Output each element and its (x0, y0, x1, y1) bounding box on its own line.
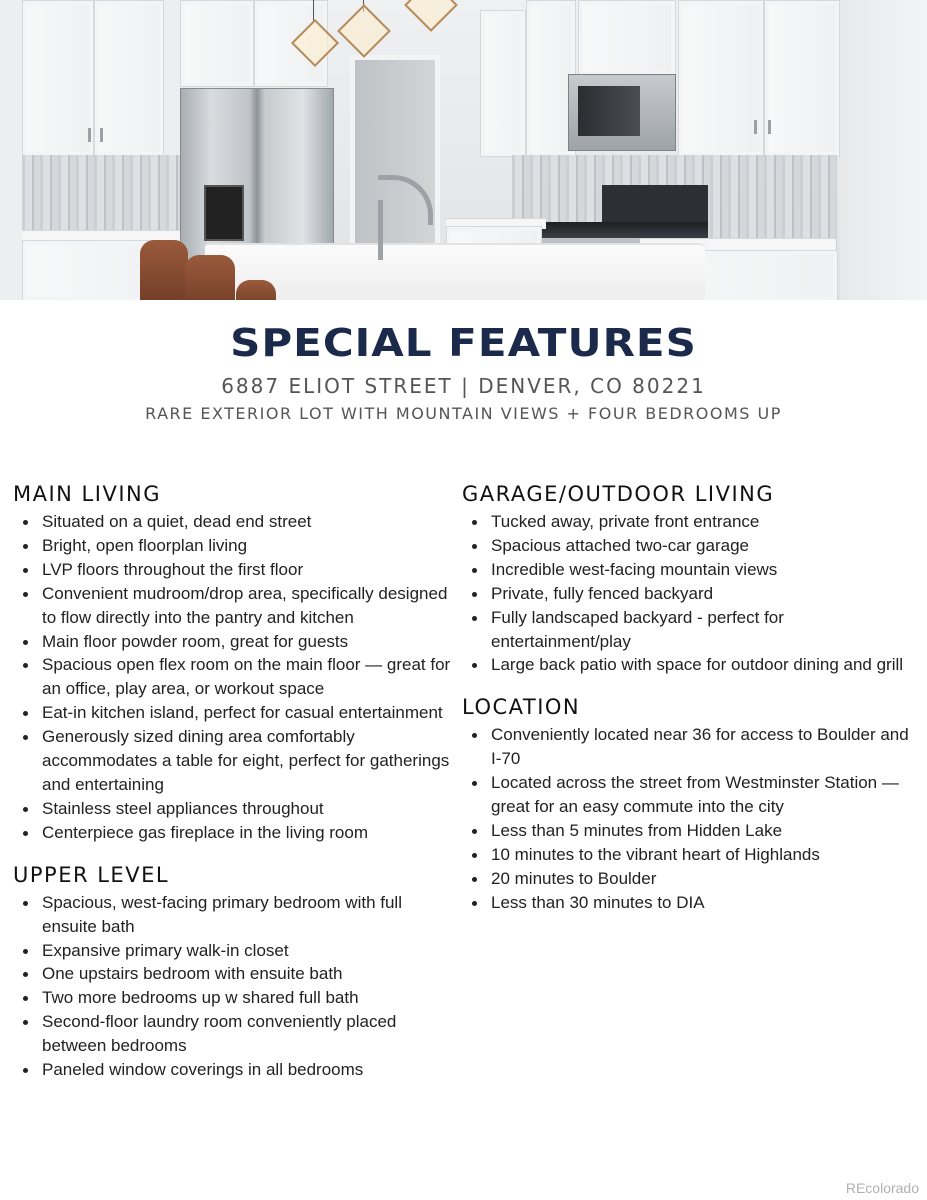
range-backguard (602, 185, 708, 225)
kitchen-island (205, 243, 705, 300)
faucet-stem (378, 200, 383, 260)
list-item: Less than 30 minutes to DIA (491, 891, 917, 915)
list-item: Large back patio with space for outdoor dining and grill (491, 653, 917, 677)
recolorado-watermark: REcolorado (845, 1180, 919, 1196)
range-cooktop (540, 222, 708, 238)
list-item: Centerpiece gas fireplace in the living room (42, 821, 453, 845)
list-item: Tucked away, private front entrance (491, 510, 917, 534)
list-item: LVP floors throughout the first floor (42, 558, 453, 582)
list-item: 20 minutes to Boulder (491, 867, 917, 891)
location-list (462, 723, 917, 914)
pantry-doorway (350, 55, 440, 255)
upper-cabinet (764, 0, 840, 157)
kitchen-photo (0, 0, 927, 300)
list-item: Generously sized dining area comfortably accommodates a table for eight, perfect for gatherings and entertaining (42, 725, 453, 797)
upper-cabinet (22, 0, 94, 157)
upper-cabinet (180, 0, 254, 87)
list-item: Situated on a quiet, dead end street (42, 510, 453, 534)
garage-outdoor-list (462, 510, 917, 677)
property-tagline: RARE EXTERIOR LOT WITH MOUNTAIN VIEWS + FOUR BEDROOMS UP (145, 404, 782, 423)
bar-stool (236, 280, 276, 300)
cabinet-handle (88, 128, 91, 142)
page-title: SPECIAL FEATURES (230, 319, 697, 366)
bar-stool (140, 240, 188, 300)
list-item: Fully landscaped backyard - perfect for entertainment/play (491, 606, 917, 654)
section-title-upper-level: UPPER LEVEL (13, 862, 170, 887)
list-item: Expansive primary walk-in closet (42, 939, 453, 963)
list-item: Two more bedrooms up w shared full bath (42, 986, 453, 1010)
pendant-lamp (404, 0, 458, 32)
list-item: Incredible west-facing mountain views (491, 558, 917, 582)
list-item: Bright, open floorplan living (42, 534, 453, 558)
backsplash (22, 155, 180, 230)
list-item: Private, fully fenced backyard (491, 582, 917, 606)
list-item: Conveniently located near 36 for access to Boulder and I-70 (491, 723, 917, 771)
upper-cabinet (578, 0, 676, 76)
water-dispenser (204, 185, 244, 241)
list-item: 10 minutes to the vibrant heart of Highlands (491, 843, 917, 867)
right-column (462, 480, 917, 931)
bar-stool (185, 255, 235, 300)
list-item: Main floor powder room, great for guests (42, 630, 453, 654)
pendant-lamp (337, 4, 391, 58)
section-title-location: LOCATION (462, 695, 581, 720)
left-column (13, 480, 453, 1098)
right-wall (840, 0, 927, 300)
list-item: Convenient mudroom/drop area, specifically designed to flow directly into the pantry and kitchen (42, 582, 453, 630)
upper-level-list (13, 891, 453, 1082)
microwave-window (578, 86, 640, 136)
cabinet-handle (100, 128, 103, 142)
upper-cabinet (678, 0, 764, 157)
main-living-list (13, 510, 453, 845)
list-item: Spacious open flex room on the main floor — great for an office, play area, or workout space (42, 653, 453, 701)
list-item: Stainless steel appliances throughout (42, 797, 453, 821)
list-item: Paneled window coverings in all bedrooms (42, 1058, 453, 1082)
property-address: 6887 ELIOT STREET | DENVER, CO 80221 (221, 374, 706, 398)
list-item: Less than 5 minutes from Hidden Lake (491, 819, 917, 843)
upper-cabinet (480, 10, 526, 157)
list-item: Located across the street from Westminster Station — great for an easy commute into the city (491, 771, 917, 819)
list-item: Spacious, west-facing primary bedroom with full ensuite bath (42, 891, 453, 939)
list-item: One upstairs bedroom with ensuite bath (42, 962, 453, 986)
list-item: Second-floor laundry room conveniently placed between bedrooms (42, 1010, 453, 1058)
list-item: Eat-in kitchen island, perfect for casual entertainment (42, 701, 453, 725)
cabinet-handle (768, 120, 771, 134)
upper-cabinet (94, 0, 164, 157)
cabinet-handle (754, 120, 757, 134)
list-item: Spacious attached two-car garage (491, 534, 917, 558)
section-title-main-living: MAIN LIVING (13, 482, 161, 506)
section-title-garage-outdoor: GARAGE/OUTDOOR LIVING (462, 482, 775, 506)
